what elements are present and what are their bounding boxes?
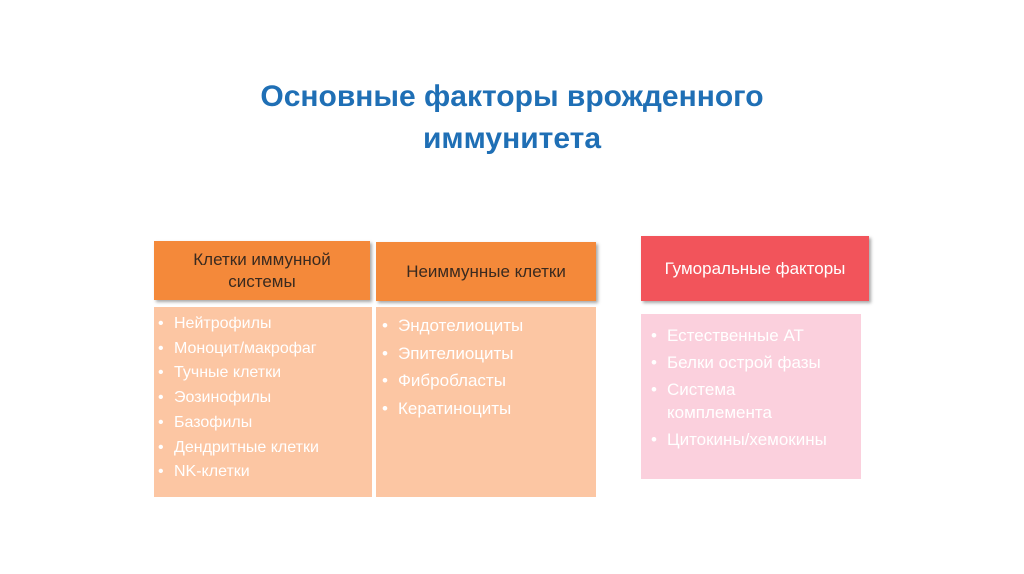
immune-cells-header-line-1: Клетки иммунной <box>193 249 331 269</box>
nonimmune-cells-body <box>376 307 596 497</box>
nonimmune-cells-list <box>378 312 592 422</box>
title-line-1: Основные факторы врожденного <box>260 80 764 113</box>
humoral-factors-header <box>641 236 869 301</box>
list-item: • Эпителиоциты <box>378 340 592 368</box>
slide-title <box>150 76 874 160</box>
list-item: • Эозинофилы <box>154 386 368 411</box>
list-item: • Белки острой фазы <box>647 351 843 374</box>
list-item: • Тучные клетки <box>154 361 368 386</box>
title-line-2: иммунитета <box>422 122 602 155</box>
list-item: • Цитокины/хемокины <box>647 428 843 451</box>
immune-cells-list <box>154 312 368 485</box>
list-item: • Кератиноциты <box>378 395 592 423</box>
immune-cells-body <box>154 307 372 497</box>
list-item: • Фибробласты <box>378 367 592 395</box>
humoral-factors-body <box>641 314 861 479</box>
humoral-factors-list <box>647 324 843 451</box>
immune-cells-header <box>154 241 370 300</box>
list-item: • Естественные АТ <box>647 324 843 347</box>
nonimmune-cells-header-label: Неиммунные клетки <box>406 261 566 281</box>
immune-cells-header-line-2: системы <box>228 271 296 291</box>
list-item: • Моноцит/макрофаг <box>154 337 368 362</box>
list-item: • Нейтрофилы <box>154 312 368 337</box>
list-item: • NK-клетки <box>154 460 368 485</box>
humoral-factors-header-label: Гуморальные факторы <box>664 258 846 278</box>
list-item: • Базофилы <box>154 411 368 436</box>
list-item: • Эндотелиоциты <box>378 312 592 340</box>
list-item: • Система комплемента <box>647 378 843 424</box>
nonimmune-cells-header <box>376 242 596 301</box>
list-item: • Дендритные клетки <box>154 436 368 461</box>
